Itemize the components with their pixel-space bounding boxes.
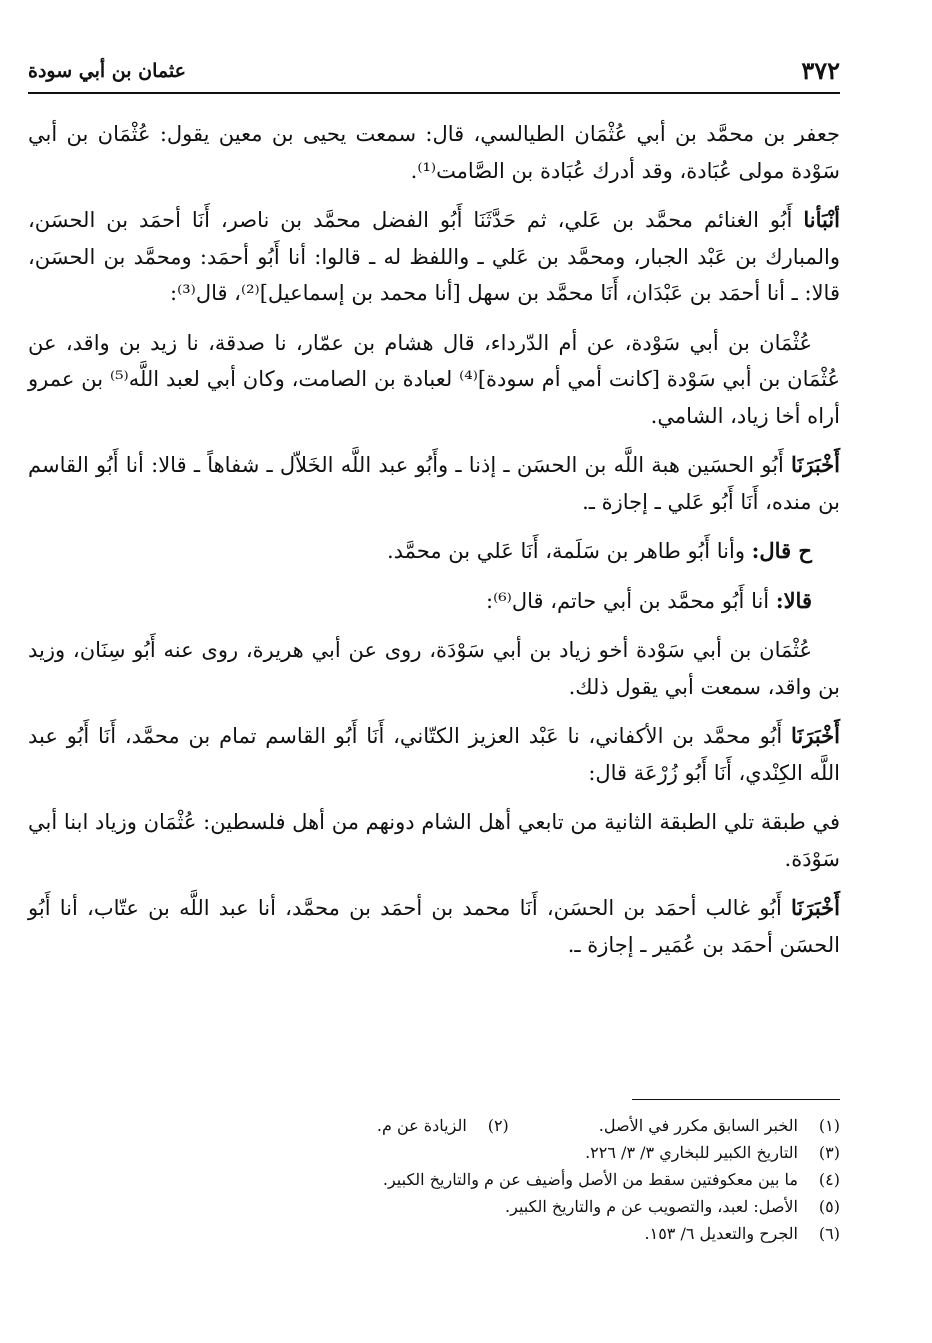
footnote-text: الأصل: لعبد، والتصويب عن م والتاريخ الكبير. — [505, 1197, 798, 1216]
paragraph-text: أَبُو محمَّد بن الأكفاني، نا عَبْد العزيز الكتّاني، أَنَا أَبُو القاسم تمام بن محمَّد، أَنَا أَبُو عبد اللَّه الكِنْدي، أَنَا أَبُو زُرْعَة قال: — [28, 724, 840, 785]
paragraph-lead: أَخْبَرَنَا — [791, 723, 840, 748]
paragraph-lead: ح قال: — [751, 538, 812, 563]
paragraph — [28, 202, 840, 312]
footnote-number: (٤) — [818, 1170, 840, 1189]
main-text — [28, 116, 840, 976]
footnote — [383, 1166, 840, 1193]
footnote-number: (٥) — [818, 1197, 840, 1216]
page-header — [28, 52, 840, 94]
paragraph-lead: أَخْبَرَنَا — [791, 895, 840, 920]
footnote-number: (٣) — [818, 1143, 840, 1162]
footnote-row — [28, 1166, 840, 1193]
paragraph-text: عُثْمَان بن أبي سَوْدة، عن أم الدّرداء، قال هشام بن عمّار، نا صدقة، نا زيد بن واقد، عن عُثْمَان بن أبي سَوْدة [كانت أمي أم سودة]⁽⁴⁾ لعبادة بن الصامت، وكان أبي لعبد اللَّه⁽⁵⁾ بن عمرو أراه أخا زياد، الشامي. — [28, 330, 840, 428]
paragraph — [28, 718, 840, 791]
page-number: ٣٧٢ — [801, 56, 840, 85]
paragraph-text: في طبقة تلي الطبقة الثانية من تابعي أهل الشام دونهم من أهل فلسطين: عُثْمَان وزياد ابنا أبي سَوْدَة. — [28, 810, 840, 871]
footnote-text: التاريخ الكبير للبخاري ٣/ ٣/ ٢٢٦. — [585, 1143, 798, 1162]
paragraph-text: أنا أَبُو محمَّد بن أبي حاتم، قال⁽⁶⁾: — [486, 588, 776, 613]
paragraph — [28, 632, 840, 705]
paragraph-text: أَبُو الحسَين هبة اللَّه بن الحسَن ـ إذنا ـ وأَبُو عبد اللَّه الخَلاّل ـ شفاهاً ـ قالا: أنا أَبُو القاسم بن منده، أَنَا أَبُو عَلي ـ إجازة ـ. — [28, 453, 840, 514]
footnote-row — [28, 1220, 840, 1247]
footnote-number: (٢) — [487, 1116, 509, 1135]
paragraph-text: وأنا أَبُو طاهر بن سَلَمة، أَنَا عَلي بن محمَّد. — [386, 539, 752, 563]
paragraph — [28, 804, 840, 877]
footnote-text: الخبر السابق مكرر في الأصل. — [598, 1116, 798, 1135]
paragraph — [28, 447, 840, 520]
footnote-text: ما بين معكوفتين سقط من الأصل وأضيف عن م والتاريخ الكبير. — [382, 1170, 798, 1189]
footnote-row — [28, 1112, 840, 1139]
paragraph-lead: أنْبَأنا — [803, 207, 840, 232]
footnote — [505, 1193, 840, 1220]
paragraph-lead: أَخْبَرَنَا — [791, 452, 840, 477]
footnote-divider — [632, 1099, 840, 1100]
paragraph — [28, 890, 840, 963]
paragraph — [28, 325, 840, 435]
paragraph — [28, 116, 840, 189]
paragraph — [28, 533, 840, 570]
paragraph-text: عُثْمَان بن أبي سَوْدة أخو زياد بن أبي سَوْدَة، روى عن أبي هريرة، روى عنه أَبُو سِنَان، وزيد بن واقد، سمعت أبي يقول ذلك. — [28, 638, 840, 699]
paragraph-text: أَبُو الغنائم محمَّد بن عَلي، ثم حَدَّثَنَا أَبُو الفضل محمَّد بن ناصر، أَنَا أحمَد بن الحسَن، والمبارك بن عَبْد الجبار، ومحمَّد بن عَلي ـ واللفظ له ـ قالوا: أنا أَبُو أحمَد: ومحمَّد بن الحسَن، قالا: ـ أنا أحمَد بن عَبْدَان، أَنَا محمَّد بن سهل [أنا محمد بن إسماعيل]⁽²⁾، قال⁽³⁾: — [28, 208, 840, 305]
paragraph-text: أَبُو غالب أحمَد بن الحسَن، أَنَا محمد بن أحمَد بن محمَّد، أنا عبد اللَّه بن عتّاب، أنا أَبُو الحسَن أحمَد بن عُمَير ـ إجازة ـ. — [28, 896, 840, 957]
footnote-row — [28, 1139, 840, 1166]
footnote — [645, 1220, 841, 1247]
running-title: عثمان بن أبي سودة — [28, 60, 186, 82]
footnotes — [28, 1112, 840, 1247]
footnote-number: (٦) — [818, 1224, 840, 1243]
footnote — [599, 1112, 840, 1139]
footnote-number: (١) — [818, 1116, 840, 1135]
footnote-text: الزيادة عن م. — [376, 1116, 467, 1135]
footnote-text: الجرح والتعديل ٦/ ١٥٣. — [644, 1224, 798, 1243]
paragraph-text: جعفر بن محمَّد بن أبي عُثْمَان الطيالسي، قال: سمعت يحيى بن معين يقول: عُثْمَان بن أبي سَوْدة مولى عُبَادة، وقد أدرك عُبَادة بن الصَّامت⁽¹⁾. — [28, 122, 840, 183]
footnote-row — [28, 1193, 840, 1220]
paragraph-lead: قالا: — [775, 587, 812, 613]
paragraph — [28, 583, 840, 620]
footnote — [585, 1139, 840, 1166]
footnote — [377, 1112, 509, 1139]
